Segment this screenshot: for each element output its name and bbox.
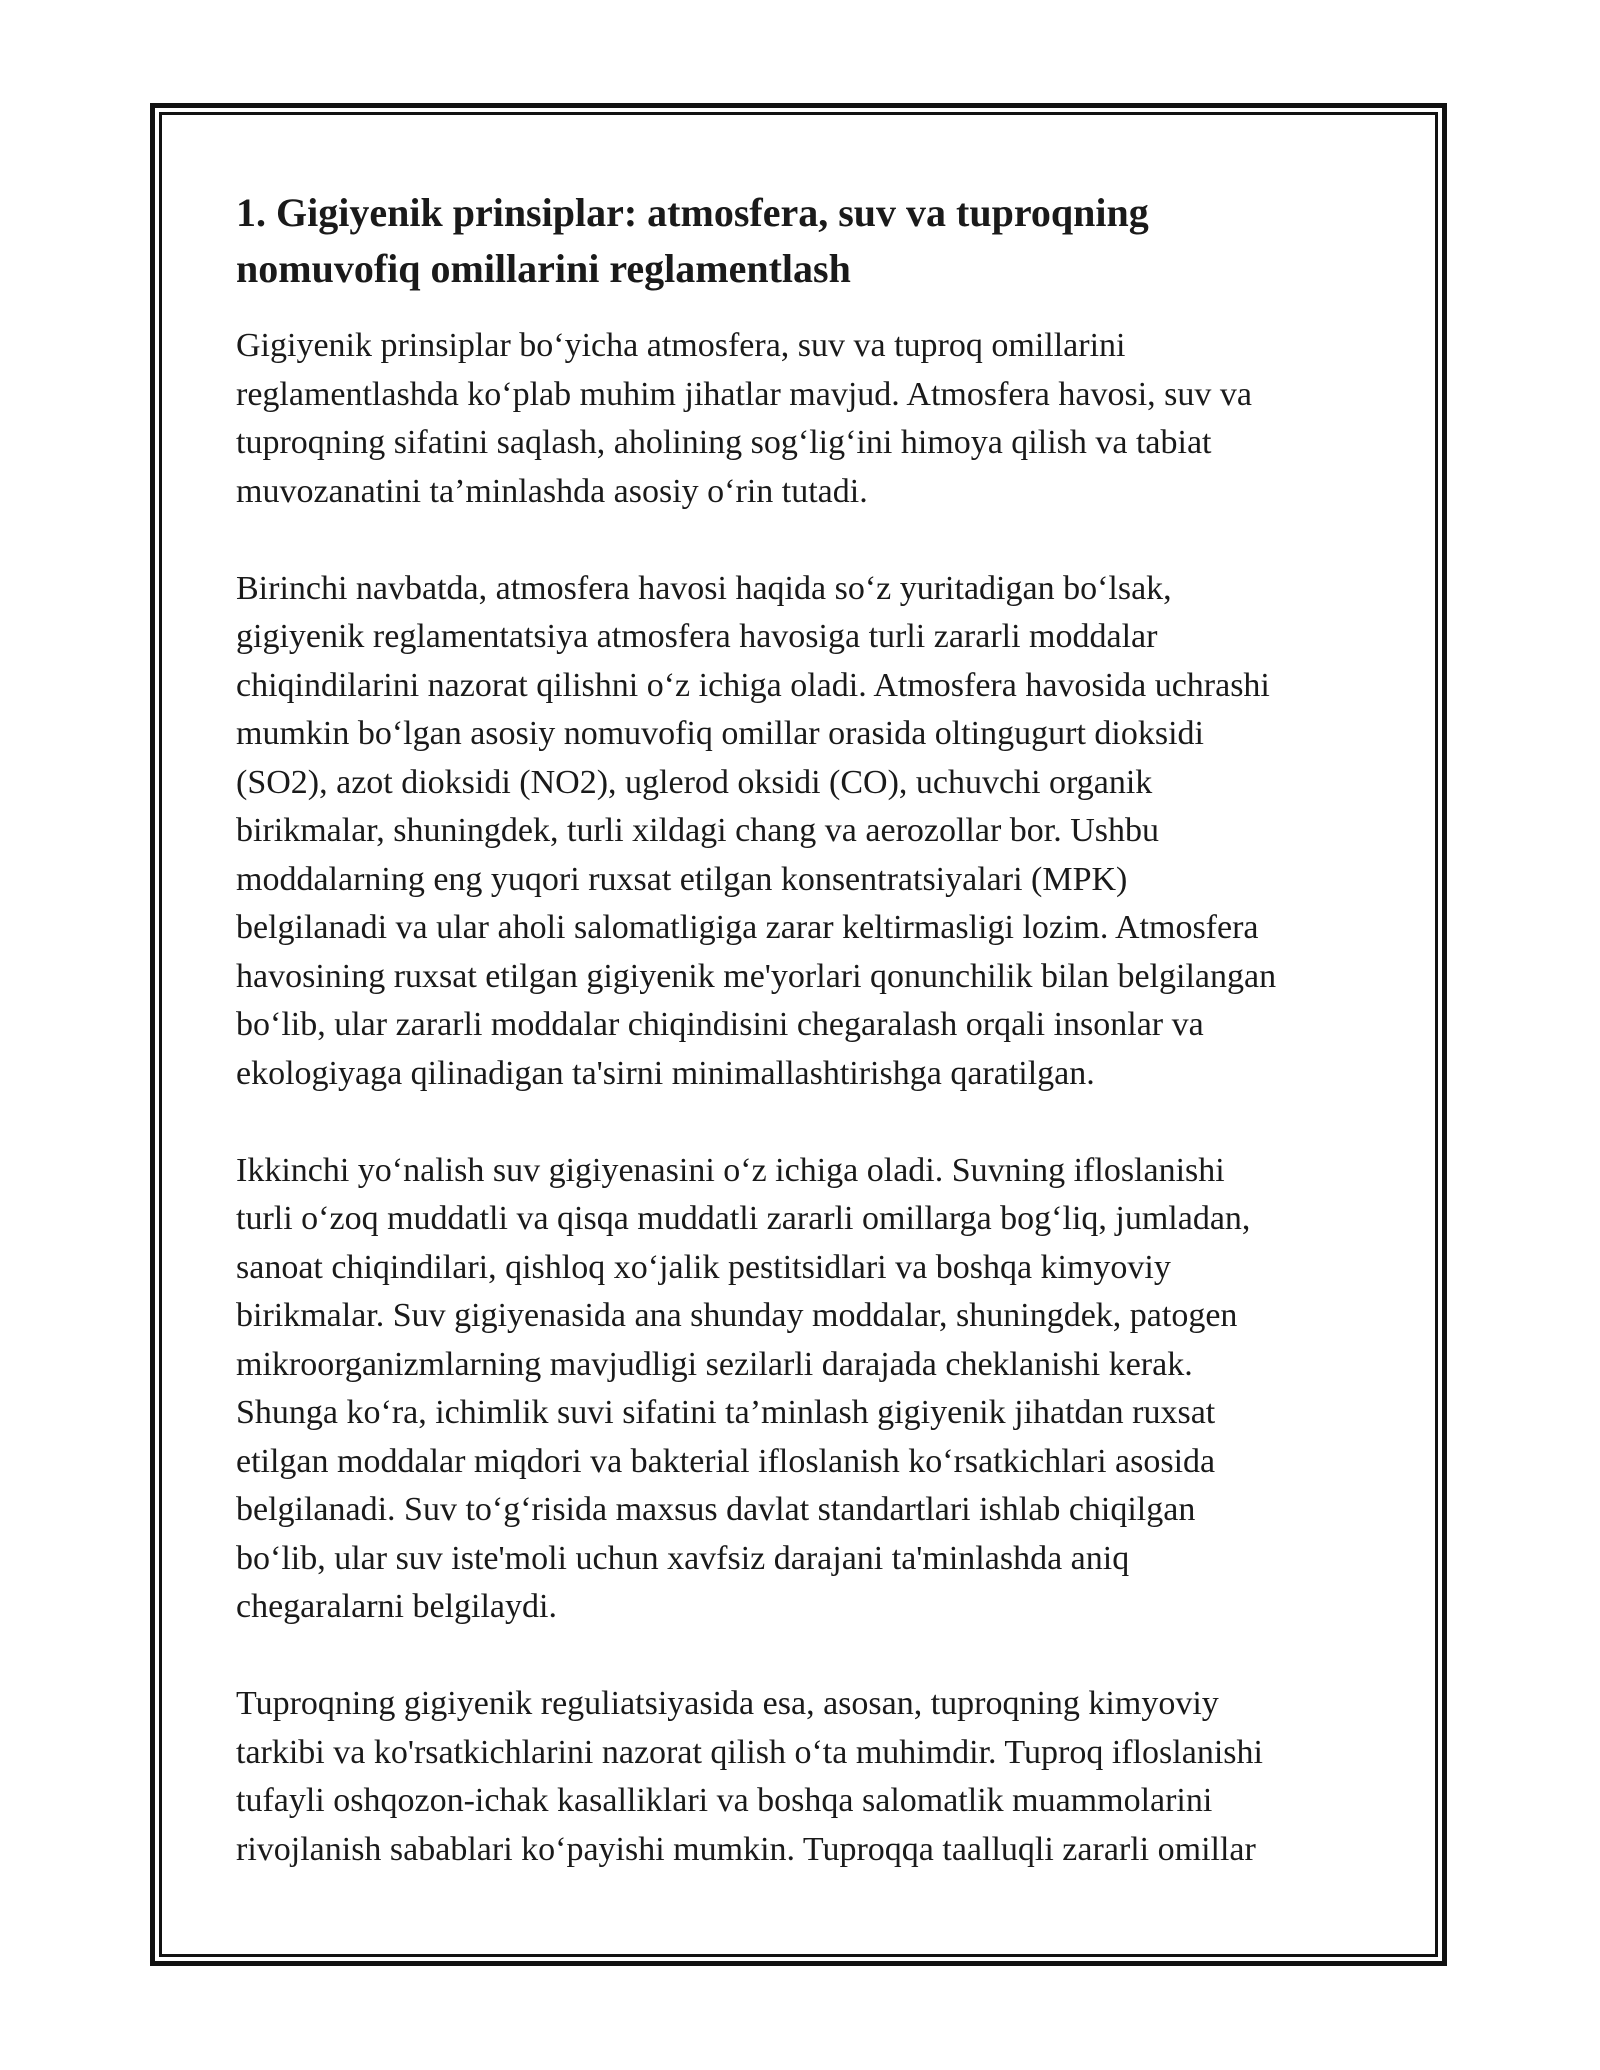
paragraph-intro — [236, 322, 1366, 516]
text-line: mikroorganizmlarning mavjudligi sezilarli darajada cheklanishi kerak. — [236, 1345, 1193, 1383]
text-line: birikmalar. Suv gigiyenasida ana shunday moddalar, shuningdek, patogen — [236, 1297, 1238, 1334]
text-line: Tuproqning gigiyenik reguliatsiyasida esa, asosan, tuproqning kimyoviy — [236, 1685, 1219, 1722]
paragraph-soil — [236, 1680, 1366, 1874]
text-line: tufayli oshqozon-ichak kasalliklari va boshqa salomatlik muammolarini — [236, 1782, 1213, 1819]
text-line: ekologiyaga qilinadigan ta'sirni minimallashtirishga qaratilgan. — [236, 1054, 1095, 1092]
text-line: etilgan moddalar miqdori va bakterial ifloslanish ko‘rsatkichlari asosida — [236, 1442, 1216, 1480]
text-line: havosining ruxsat etilgan gigiyenik me'yorlari qonunchilik bilan belgilangan — [236, 957, 1277, 995]
text-line: sanoat chiqindilari, qishloq xo‘jalik pestitsidlari va boshqa kimyoviy — [236, 1248, 1171, 1286]
paragraph-water — [236, 1147, 1366, 1632]
text-line: chegaralarni belgilaydi. — [236, 1588, 557, 1625]
heading-line: 1. Gigiyenik prinsiplar: atmosfera, suv va tuproqning — [236, 190, 1149, 235]
text-line: birikmalar, shuningdek, turli xildagi chang va aerozollar bor. Ushbu — [236, 812, 1160, 849]
document-body — [236, 185, 1366, 1923]
text-line: mumkin bo‘lgan asosiy nomuvofiq omillar orasida oltingugurt dioksidi — [236, 715, 1204, 752]
text-line: chiqindilarini nazorat qilishni o‘z ichiga oladi. Atmosfera havosida uchrashi — [236, 666, 1270, 704]
text-line: reglamentlashda ko‘plab muhim jihatlar mavjud. Atmosfera havosi, suv va — [236, 375, 1252, 413]
text-line: moddalarning eng yuqori ruxsat etilgan konsentratsiyalari (MPK) — [236, 860, 1128, 898]
text-line: rivojlanish sabablari ko‘payishi mumkin. Tuproqqa taalluqli zararli omillar — [236, 1830, 1256, 1868]
text-line: gigiyenik reglamentatsiya atmosfera havosiga turli zararli moddalar — [236, 618, 1158, 655]
text-line: turli o‘zoq muddatli va qisqa muddatli zararli omillarga bog‘liq, jumladan, — [236, 1200, 1251, 1237]
text-line: Shunga ko‘ra, ichimlik suvi sifatini ta’minlash gigiyenik jihatdan ruxsat — [236, 1394, 1216, 1431]
text-line: belgilanadi va ular aholi salomatligiga zarar keltirmasligi lozim. Atmosfera — [236, 909, 1259, 946]
text-line: tuproqning sifatini saqlash, aholining sog‘lig‘ini himoya qilish va tabiat — [236, 424, 1212, 461]
text-line: muvozanatini ta’minlashda asosiy o‘rin tutadi. — [236, 472, 868, 510]
text-line: Birinchi navbatda, atmosfera havosi haqida so‘z yuritadigan bo‘lsak, — [236, 569, 1172, 607]
text-line: tarkibi va ko'rsatkichlarini nazorat qilish o‘ta muhimdir. Tuproq ifloslanishi — [236, 1733, 1263, 1771]
paragraph-atmosphere — [236, 565, 1366, 1099]
heading-line: nomuvofiq omillarini reglamentlash — [236, 246, 851, 291]
text-line: belgilanadi. Suv to‘g‘risida maxsus davlat standartlari ishlab chiqilgan — [236, 1491, 1196, 1528]
text-line: Ikkinchi yo‘nalish suv gigiyenasini o‘z ichiga oladi. Suvning ifloslanishi — [236, 1151, 1225, 1189]
section-heading — [236, 185, 1236, 297]
text-line: bo‘lib, ular suv iste'moli uchun xavfsiz darajani ta'minlashda aniq — [236, 1539, 1130, 1577]
text-line: bo‘lib, ular zararli moddalar chiqindisini chegaralash orqali insonlar va — [236, 1006, 1204, 1043]
text-line: Gigiyenik prinsiplar bo‘yicha atmosfera, suv va tuproq omillarini — [236, 327, 1126, 364]
text-line: (SO2), azot dioksidi (NO2), uglerod oksidi (CO), uchuvchi organik — [236, 763, 1153, 801]
